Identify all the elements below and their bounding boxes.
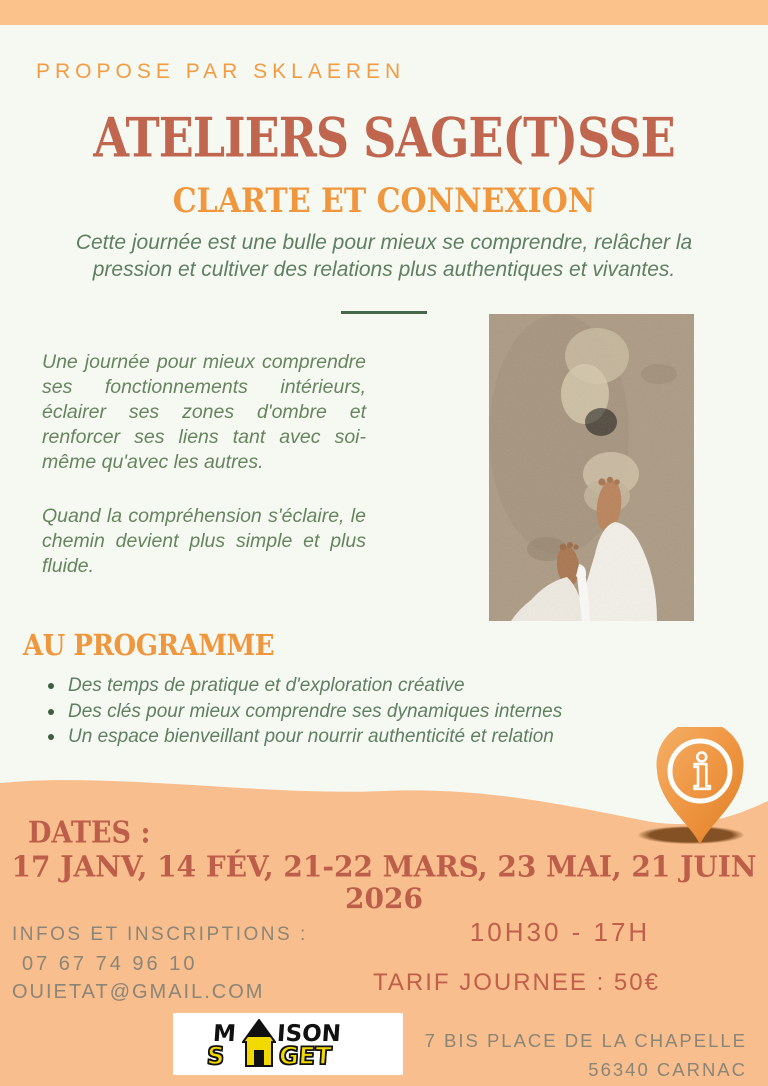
dates-label: DATES : (28, 816, 151, 851)
address-line-1: 7 BIS PLACE DE LA CHAPELLE (424, 1030, 747, 1051)
section-divider (341, 311, 427, 314)
infos-label: INFOS ET INSCRIPTIONS : (12, 924, 308, 945)
poster-title: ATELIERS SAGE(T)SSE (93, 106, 675, 170)
body-paragraph-2: Quand la compréhension s'éclaire, le chemin devient plus simple et plus fluide. (42, 505, 366, 577)
sand-feet-photo (489, 314, 694, 621)
intro-paragraph: Cette journée est une bulle pour mieux se comprendre, relâcher la pression et cultiver des relations plus authentiques et vivantes. (75, 231, 693, 281)
logo-text: M (212, 1021, 237, 1047)
address-line-2: 56340 CARNAC (588, 1059, 747, 1080)
top-orange-band (0, 0, 768, 25)
program-item (46, 724, 626, 750)
program-list (46, 673, 626, 750)
program-item-label: Des clés pour mieux comprendre ses dynamiques internes (68, 700, 563, 722)
bullet-dot-icon (48, 734, 54, 740)
info-pin-icon (646, 727, 754, 847)
program-heading: AU PROGRAMME (23, 629, 275, 663)
program-item-label: Des temps de pratique et d'exploration créative (68, 675, 465, 696)
kicker-text: PROPOSE PAR SKLAEREN (36, 60, 406, 83)
address-block (387, 1026, 747, 1084)
phone-number: 07 67 74 96 10 (22, 953, 198, 975)
price-text: TARIF JOURNEE : 50€ (373, 969, 660, 996)
logo-text: S (206, 1042, 226, 1070)
dates-line: 17 JANV, 14 FÉV, 21-22 MARS, 23 MAI, 21 JUIN (11, 849, 757, 884)
logo-text: ISON (276, 1021, 342, 1047)
program-item (46, 673, 626, 699)
hours-text: 10H30 - 17H (469, 917, 651, 947)
logo-text: GET (278, 1042, 333, 1070)
dates-year: 2026 (345, 882, 423, 915)
house-icon (242, 1019, 276, 1067)
program-item-label: Un espace bienveillant pour nourrir authenticité et relation (68, 726, 554, 747)
bullet-dot-icon (48, 683, 54, 689)
body-paragraph-1: Une journée pour mieux comprendre ses fonctionnements intérieurs, éclairer ses zones d'ombre et renforcer ses liens tant avec soi-même qu'avec les autres. (42, 351, 366, 473)
email-address: OUIETAT@GMAIL.COM (12, 981, 265, 1003)
poster-subtitle: CLARTE ET CONNEXION (172, 182, 596, 222)
svg-text:i: i (692, 745, 712, 801)
bullet-dot-icon (48, 709, 54, 715)
maison-saget-logo (173, 1013, 403, 1075)
program-item (46, 699, 626, 725)
